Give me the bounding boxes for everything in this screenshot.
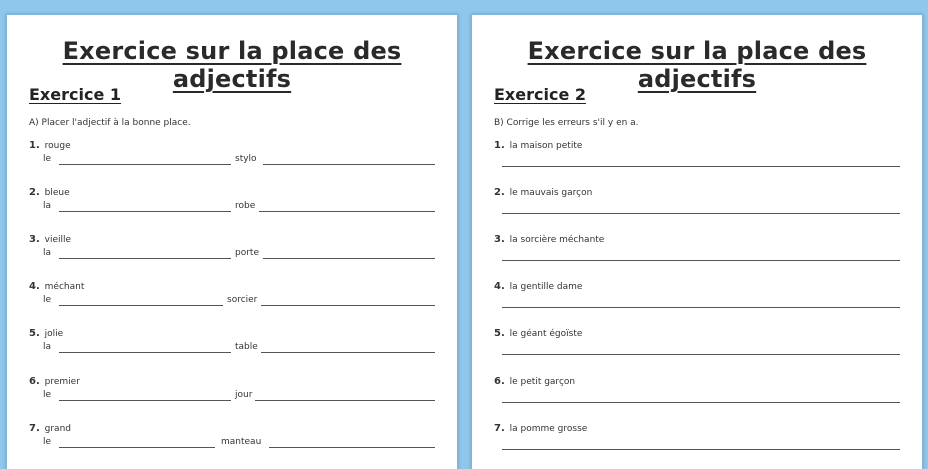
answer-blank[interactable] xyxy=(502,354,900,355)
exercise-item xyxy=(29,328,435,372)
item-label: 1. la maison petite xyxy=(494,140,583,151)
item-article: le xyxy=(43,390,52,400)
item-article: la xyxy=(43,342,52,352)
exercise-item xyxy=(494,423,900,467)
item-noun: porte xyxy=(235,248,259,258)
answer-blank[interactable] xyxy=(263,164,435,165)
item-article: la xyxy=(43,248,52,258)
item-noun: manteau xyxy=(221,437,262,447)
item-label: 7. grand xyxy=(29,423,71,434)
worksheet-exercise-2 xyxy=(471,14,923,469)
answer-blank[interactable] xyxy=(59,400,231,401)
item-noun: jour xyxy=(235,390,253,400)
answer-blank[interactable] xyxy=(59,305,223,306)
item-noun: sorcier xyxy=(227,295,258,305)
exercise-item xyxy=(494,328,900,372)
answer-blank[interactable] xyxy=(259,211,435,212)
exercise-heading: Exercice 1 xyxy=(29,85,121,104)
item-label: 3. la sorcière méchante xyxy=(494,234,605,245)
exercise-item xyxy=(29,187,435,231)
exercise-item xyxy=(494,140,900,184)
answer-blank[interactable] xyxy=(269,447,435,448)
item-label: 5. jolie xyxy=(29,328,64,339)
answer-blank[interactable] xyxy=(502,166,900,167)
item-label: 6. premier xyxy=(29,376,80,387)
answer-blank[interactable] xyxy=(502,213,900,214)
answer-row xyxy=(29,248,435,262)
item-label: 1. rouge xyxy=(29,140,71,151)
answer-blank[interactable] xyxy=(502,307,900,308)
answer-row xyxy=(29,201,435,215)
exercise-item xyxy=(494,376,900,420)
answer-blank[interactable] xyxy=(502,449,900,450)
item-label: 3. vieille xyxy=(29,234,72,245)
worksheet-title: Exercice sur la place des adjectifs xyxy=(527,37,867,93)
exercise-item xyxy=(494,187,900,231)
answer-blank[interactable] xyxy=(59,447,215,448)
exercise-item xyxy=(29,140,435,184)
item-article: le xyxy=(43,295,52,305)
answer-row xyxy=(29,154,435,168)
answer-blank[interactable] xyxy=(261,305,435,306)
worksheet-exercise-1 xyxy=(6,14,458,469)
item-label: 2. le mauvais garçon xyxy=(494,187,593,198)
answer-blank[interactable] xyxy=(59,258,231,259)
exercise-item xyxy=(29,281,435,325)
answer-row xyxy=(29,295,435,309)
item-label: 4. la gentille dame xyxy=(494,281,583,292)
exercise-item xyxy=(29,234,435,278)
answer-blank[interactable] xyxy=(502,260,900,261)
answer-row xyxy=(29,390,435,404)
item-article: le xyxy=(43,154,52,164)
answer-blank[interactable] xyxy=(261,352,435,353)
item-label: 5. le géant égoïste xyxy=(494,328,583,339)
answer-blank[interactable] xyxy=(263,258,435,259)
item-label: 2. bleue xyxy=(29,187,70,198)
answer-blank[interactable] xyxy=(59,164,231,165)
exercise-item xyxy=(29,376,435,420)
item-label: 4. méchant xyxy=(29,281,85,292)
exercise-heading: Exercice 2 xyxy=(494,85,586,104)
item-label: 7. la pomme grosse xyxy=(494,423,588,434)
exercise-item xyxy=(494,281,900,325)
answer-blank[interactable] xyxy=(59,352,231,353)
exercise-item xyxy=(494,234,900,278)
item-noun: robe xyxy=(235,201,256,211)
item-noun: stylo xyxy=(235,154,257,164)
exercise-instruction: A) Placer l'adjectif à la bonne place. xyxy=(29,118,191,128)
answer-row xyxy=(29,437,435,451)
item-noun: table xyxy=(235,342,258,352)
exercise-instruction: B) Corrige les erreurs s'il y en a. xyxy=(494,118,639,128)
answer-blank[interactable] xyxy=(255,400,435,401)
answer-blank[interactable] xyxy=(59,211,231,212)
answer-row xyxy=(29,342,435,356)
item-article: la xyxy=(43,201,52,211)
item-label: 6. le petit garçon xyxy=(494,376,576,387)
item-article: le xyxy=(43,437,52,447)
answer-blank[interactable] xyxy=(502,402,900,403)
worksheet-title: Exercice sur la place des adjectifs xyxy=(62,37,402,93)
exercise-item xyxy=(29,423,435,467)
